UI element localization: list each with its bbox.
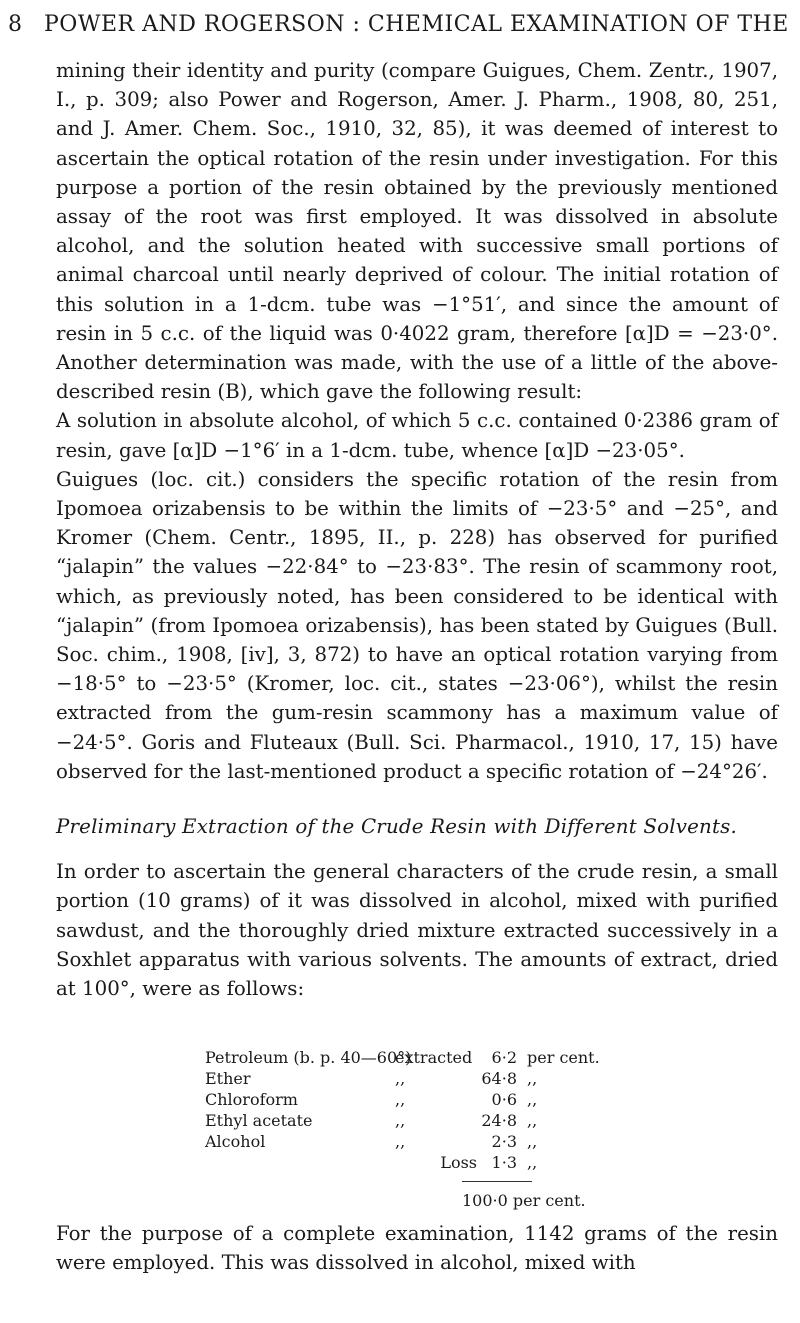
- unit-cell: ,,: [527, 1069, 538, 1088]
- solvent-cell: Alcohol: [205, 1132, 266, 1151]
- running-title: POWER AND ROGERSON : CHEMICAL EXAMINATION OF THE: [44, 12, 789, 37]
- paragraph-4: In order to ascertain the general characters of the crude resin, a small portion (10 grams) of it was dissolved in alcohol, mixed with purified sawdust, and the thoroughly dried mixture extracted successively in a Soxhlet apparatus with various solvents. The amounts of extract, dried at 100°, were as follows:: [56, 860, 778, 1001]
- table-row: [205, 1047, 605, 1068]
- table-total: 100·0 per cent.: [462, 1191, 586, 1210]
- solvent-cell: Chloroform: [205, 1090, 298, 1109]
- body-text: [56, 56, 778, 1003]
- unit-cell: per cent.: [527, 1048, 600, 1067]
- paragraph-1: mining their identity and purity (compare Guigues, Chem. Zentr., 1907, I., p. 309; also Power and Rogerson, Amer. J. Pharm., 1908, 80, 251, and J. Amer. Chem. Soc., 1910, 32, 85), it was deemed of interest to ascertain the optical rotation of the resin under investigation. For this purpose a portion of the resin obtained by the previously mentioned assay of the root was first employed. It was dissolved in absolute alcohol, and the solution heated with successive small portions of animal charcoal until nearly deprived of colour. The initial rotation of this solution in a 1-dcm. tube was −1°51′, and since the amount of resin in 5 c.c. of the liquid was 0·4022 gram, therefore [α]D = −23·0°. Another determination was made, with the use of a little of the above-described resin (B), which gave the following result:: [56, 59, 778, 404]
- table-row: [205, 1089, 605, 1110]
- paragraph-5: For the purpose of a complete examination, 1142 grams of the resin were employed. This was dissolved in alcohol, mixed with: [56, 1222, 778, 1275]
- running-header: [8, 12, 788, 37]
- label-cell: ,,: [395, 1111, 406, 1130]
- label-cell: ,,: [395, 1132, 406, 1151]
- label-cell: ,,: [395, 1069, 406, 1088]
- label-cell: ,,: [395, 1090, 406, 1109]
- value-cell: 64·8: [481, 1069, 517, 1088]
- unit-cell: ,,: [527, 1153, 538, 1172]
- table-row: [205, 1068, 605, 1089]
- value-cell: 1·3: [491, 1153, 517, 1172]
- label-cell: Loss: [440, 1153, 477, 1172]
- solvent-cell: Ether: [205, 1069, 251, 1088]
- label-cell: extracted: [395, 1048, 473, 1067]
- unit-cell: ,,: [527, 1132, 538, 1151]
- extraction-table: [205, 1047, 605, 1173]
- paragraph-3: Guigues (loc. cit.) considers the specific rotation of the resin from Ipomoea orizabensis to be within the limits of −23·5° and −25°, and Kromer (Chem. Centr., 1895, II., p. 228) has observed for purified “jalapin” the values −22·84° to −23·83°. The resin of scammony root, which, as previously noted, has been considered to be identical with “jalapin” (from Ipomoea orizabensis), has been stated by Guigues (Bull. Soc. chim., 1908, [iv], 3, 872) to have an optical rotation varying from −18·5° to −23·5° (Kromer, loc. cit., states −23·06°), whilst the resin extracted from the gum-resin scammony has a maximum value of −24·5°. Goris and Fluteaux (Bull. Sci. Pharmacol., 1910, 17, 15) have observed for the last-mentioned product a specific rotation of −24°26′.: [56, 467, 778, 783]
- section-heading: Preliminary Extraction of the Crude Resin with Different Solvents.: [56, 815, 737, 839]
- value-cell: 6·2: [491, 1048, 517, 1067]
- page-number: 8: [8, 12, 23, 37]
- table-row: [205, 1110, 605, 1131]
- value-cell: 2·3: [491, 1132, 517, 1151]
- unit-cell: ,,: [527, 1111, 538, 1130]
- table-row: [205, 1131, 605, 1152]
- unit-cell: ,,: [527, 1090, 538, 1109]
- closing-text: [56, 1219, 778, 1277]
- total-rule: [462, 1181, 532, 1182]
- table-row: [205, 1152, 605, 1173]
- solvent-cell: [205, 1152, 395, 1173]
- value-cell: 0·6: [491, 1090, 517, 1109]
- solvent-cell: Ethyl acetate: [205, 1111, 313, 1130]
- value-cell: 24·8: [481, 1111, 517, 1130]
- paragraph-2: A solution in absolute alcohol, of which 5 c.c. contained 0·2386 gram of resin, gave [α]D −1°6′ in a 1-dcm. tube, whence [α]D −23·05°.: [56, 409, 778, 462]
- solvent-cell: Petroleum (b. p. 40—60°): [205, 1048, 412, 1067]
